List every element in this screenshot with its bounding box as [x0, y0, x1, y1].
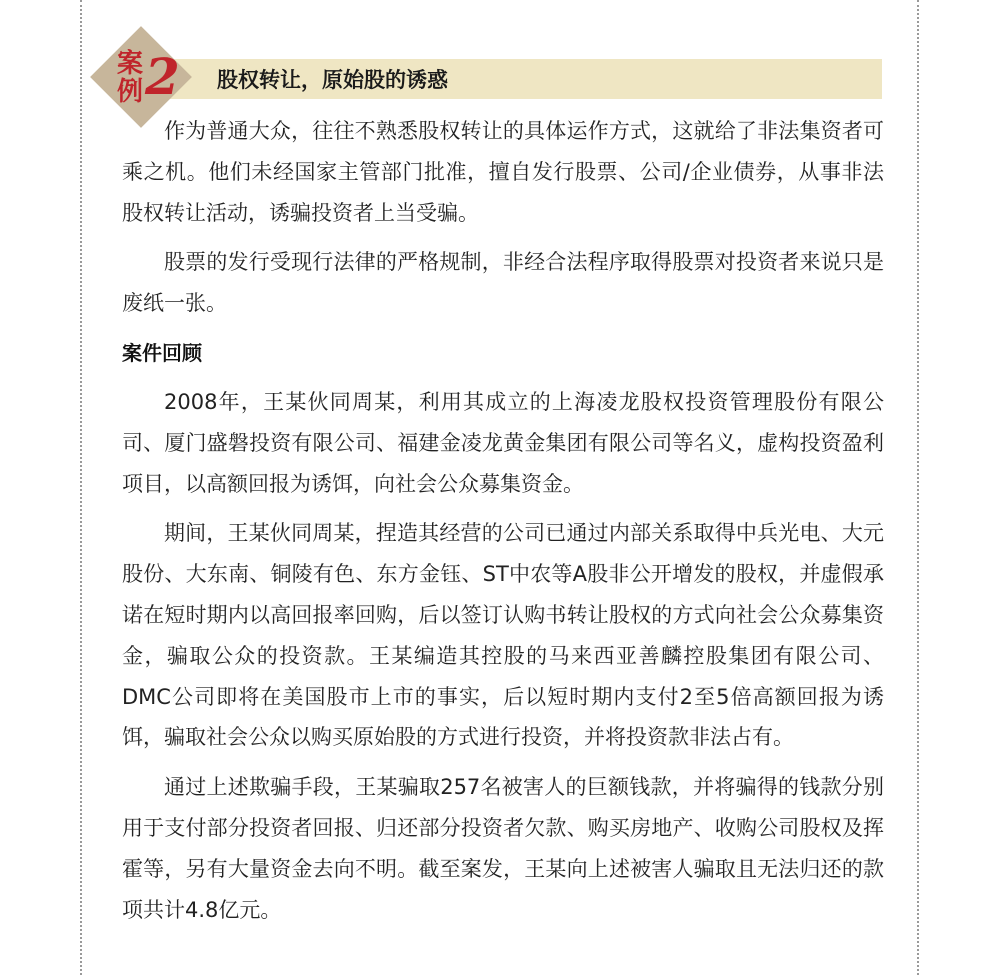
intro-paragraph-2: 股票的发行受现行法律的严格规制，非经合法程序取得股票对投资者来说只是废纸一张。: [122, 250, 884, 316]
left-dotted-border: [80, 0, 82, 975]
badge-char-li: 例: [117, 77, 144, 107]
intro-paragraph-1: 作为普通大众，往往不熟悉股权转让的具体运作方式，这就给了非法集资者可乘之机。他们未经国家主管部门批准，擅自发行股票、公司/企业债券，从事非法股权转让活动，诱骗投资者上当受骗。: [122, 119, 884, 225]
review-paragraph-1: 2008年，王某伙同周某，利用其成立的上海凌龙股权投资管理股份有限公司、厦门盛磐投资有限公司、福建金凌龙黄金集团有限公司等名义，虚构投资盈利项目，以高额回报为诱饵，向社会公众募集资金。: [122, 389, 884, 496]
section-heading-case-review: 案件回顾: [122, 340, 202, 365]
review-paragraph-3: 通过上述欺骗手段，王某骗取257名被害人的巨额钱款，并将骗得的钱款分别用于支付部分投资者回报、归还部分投资者欠款、购买房地产、收购公司股权及挥霍等，另有大量资金去向不明。截至案发，王某向上述被害人骗取且无法归还的款项共计4.8亿元。: [122, 775, 884, 922]
review-paragraph-2: 期间，王某伙同周某，捏造其经营的公司已通过内部关系取得中兵光电、大元股份、大东南、铜陵有色、东方金钰、ST中农等A股非公开增发的股权，并虚假承诺在短时期内以高回报率回购，后以签订认购书转让股权的方式向社会公众募集资金，骗取公众的投资款。王某编造其控股的马来西亚善麟控股集团有限公司、DMC公司即将在美国股市上市的事实，后以短时期内支付2至5倍高额回报为诱饵，骗取社会公众以购买原始股的方式进行投资，并将投资款非法占有。: [122, 521, 884, 750]
badge-char-an: 案: [117, 49, 144, 79]
article-body: [122, 111, 884, 939]
case-title: 股权转让，原始股的诱惑: [217, 68, 448, 92]
right-dotted-border: [917, 0, 919, 975]
badge-number: 2: [145, 47, 180, 106]
